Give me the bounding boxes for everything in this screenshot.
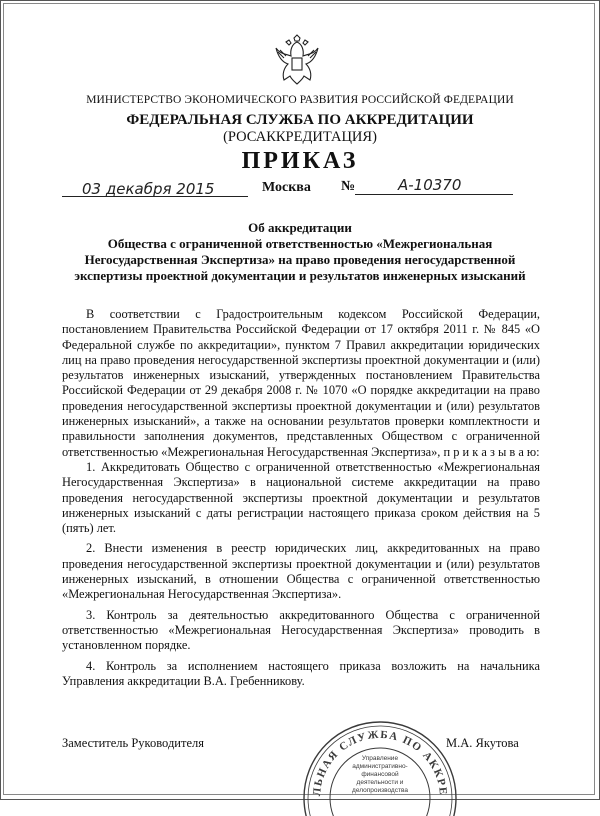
seal-center-line: деятельности и	[356, 779, 404, 786]
date-underline	[62, 196, 248, 197]
ministry-name: МИНИСТЕРСТВО ЭКОНОМИЧЕСКОГО РАЗВИТИЯ РОССИЙСКОЙ ФЕДЕРАЦИИ	[86, 94, 514, 106]
order-item-1: 1. Аккредитовать Общество с ограниченной ответственностью «Межрегиональная Негосударственная Экспертиза» в национальной системе аккредитации на право проведения негосударственной экспертизы проектной документации и результатов инженерных изысканий с даты регистрации настоящего приказа сроком действия на 5 (пять) лет.	[62, 459, 540, 536]
order-item-2: 2. Внести изменения в реестр юридических лиц, аккредитованных на право проведения негосударственной экспертизы проектной документации и (или) результатов инженерных изысканий, в отношении Общества с ограниченной ответственностью «Межрегиональная Негосударственная Экспертиза».	[62, 541, 540, 602]
number-underline	[355, 194, 513, 195]
seal-center-line: финансовой	[361, 771, 399, 778]
title-line: экспертизы проектной документации и результатов инженерных изысканий	[74, 268, 526, 283]
order-number: А-10370	[398, 176, 462, 194]
order-item-4: 4. Контроль за исполнением настоящего приказа возложить на начальника Управления аккредитации В.А. Гребенникову.	[62, 658, 540, 688]
order-item-3: 3. Контроль за деятельностью аккредитованного Общества с ограниченной ответственностью «Межрегиональная Негосударственная Экспертиза» проводить в установленном порядке.	[62, 607, 540, 653]
seal-center-line: административно-	[352, 763, 408, 770]
service-abbreviation: (РОСАККРЕДИТАЦИЯ)	[223, 129, 377, 145]
order-title	[0, 220, 600, 284]
signatory-role: Заместитель Руководителя	[62, 736, 204, 750]
seal-center-text	[352, 755, 408, 794]
intro-paragraph: В соответствии с Градостроительным кодексом Российской Федерации, постановлением Правительства Российской Федерации от 17 октября 2011 г. № 845 «О Федеральной службе по аккредитации», пунктом 7 Правил аккредитации юридических лиц на право проведения негосударственной экспертизы проектной документации и (или) результатов инженерных изысканий, утвержденных постановлением Правительства Российской Федерации от 29 декабря 2008 г. № 1070 «О порядке аккредитации на право проведения негосударственной экспертизы проектной документации и (или) результатов инженерных изысканий», а также на основании результатов проверки комплектности и правильности заполнения документов, представленных Обществом с ограниченной ответственностью «Межрегиональная Негосударственная Экспертиза», п р и к а з ы в а ю:	[62, 307, 540, 459]
order-date: 03 декабря 2015	[82, 180, 215, 198]
order-body	[62, 307, 540, 689]
order-city: Москва	[262, 180, 311, 195]
title-line: Общества с ограниченной ответственностью «Межрегиональная	[107, 236, 493, 251]
title-line: Об аккредитации	[248, 220, 352, 235]
seal-center-line: делопроизводства	[352, 787, 408, 794]
seal-center-line: Управление	[361, 755, 399, 762]
number-label: №	[341, 179, 356, 194]
title-line: Негосударственная Экспертиза» на право проведения негосударственной	[84, 252, 516, 267]
seal-ring-text: ЛЬНАЯ СЛУЖБА ПО АККРЕ	[310, 728, 450, 797]
document-type: ПРИКАЗ	[241, 148, 359, 174]
russian-coat-of-arms-icon	[272, 34, 322, 86]
signatory-name: М.А. Якутова	[446, 736, 519, 750]
service-name: ФЕДЕРАЛЬНАЯ СЛУЖБА ПО АККРЕДИТАЦИИ	[126, 112, 474, 128]
